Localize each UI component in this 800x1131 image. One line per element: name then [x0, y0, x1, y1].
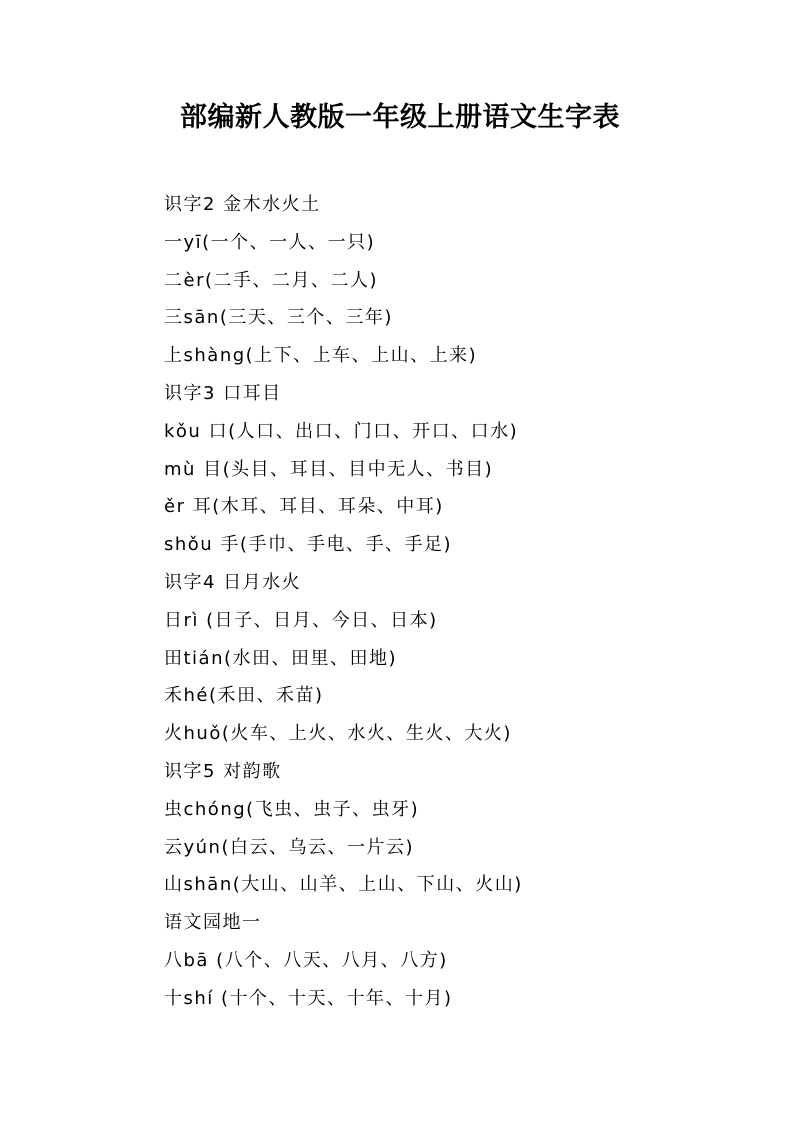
- character-entry: 一yī(一个、一人、一只): [164, 231, 376, 253]
- character-entry: 二èr(二手、二月、二人): [164, 269, 379, 291]
- character-entry: 山shān(大山、山羊、上山、下山、火山): [164, 874, 523, 896]
- character-entry: 八bā (八个、八天、八月、八方): [164, 949, 448, 971]
- character-entry: shǒu 手(手巾、手电、手、手足): [164, 534, 452, 556]
- character-entry: kǒu 口(人口、出口、门口、开口、口水): [164, 420, 519, 442]
- character-entry: 虫chóng(飞虫、虫子、虫牙): [164, 798, 420, 820]
- character-entry: mù 目(头目、耳目、目中无人、书目): [164, 458, 494, 480]
- section-heading: 识字3 口耳目: [164, 382, 282, 404]
- section-heading: 识字5 对韵歌: [164, 760, 282, 782]
- character-entry: 田tián(水田、田里、田地): [164, 647, 398, 669]
- section-heading: 语文园地一: [164, 912, 262, 934]
- character-entry: 上shàng(上下、上车、上山、上来): [164, 345, 478, 367]
- section-heading: 识字4 日月水火: [164, 571, 302, 593]
- character-entry: 云yún(白云、乌云、一片云): [164, 836, 415, 858]
- character-entry: 火huǒ(火车、上火、水火、生火、大火): [164, 723, 512, 745]
- document-title: 部编新人教版一年级上册语文生字表: [180, 102, 620, 133]
- character-entry: 日rì (日子、日月、今日、日本): [164, 609, 438, 631]
- character-entry: 十shí (十个、十天、十年、十月): [164, 987, 453, 1009]
- character-entry: 禾hé(禾田、禾苗): [164, 685, 324, 707]
- character-entry: ěr 耳(木耳、耳目、耳朵、中耳): [164, 496, 444, 518]
- character-entry: 三sān(三天、三个、三年): [164, 307, 393, 329]
- section-heading: 识字2 金木水火土: [164, 194, 321, 215]
- character-list: [164, 186, 784, 1018]
